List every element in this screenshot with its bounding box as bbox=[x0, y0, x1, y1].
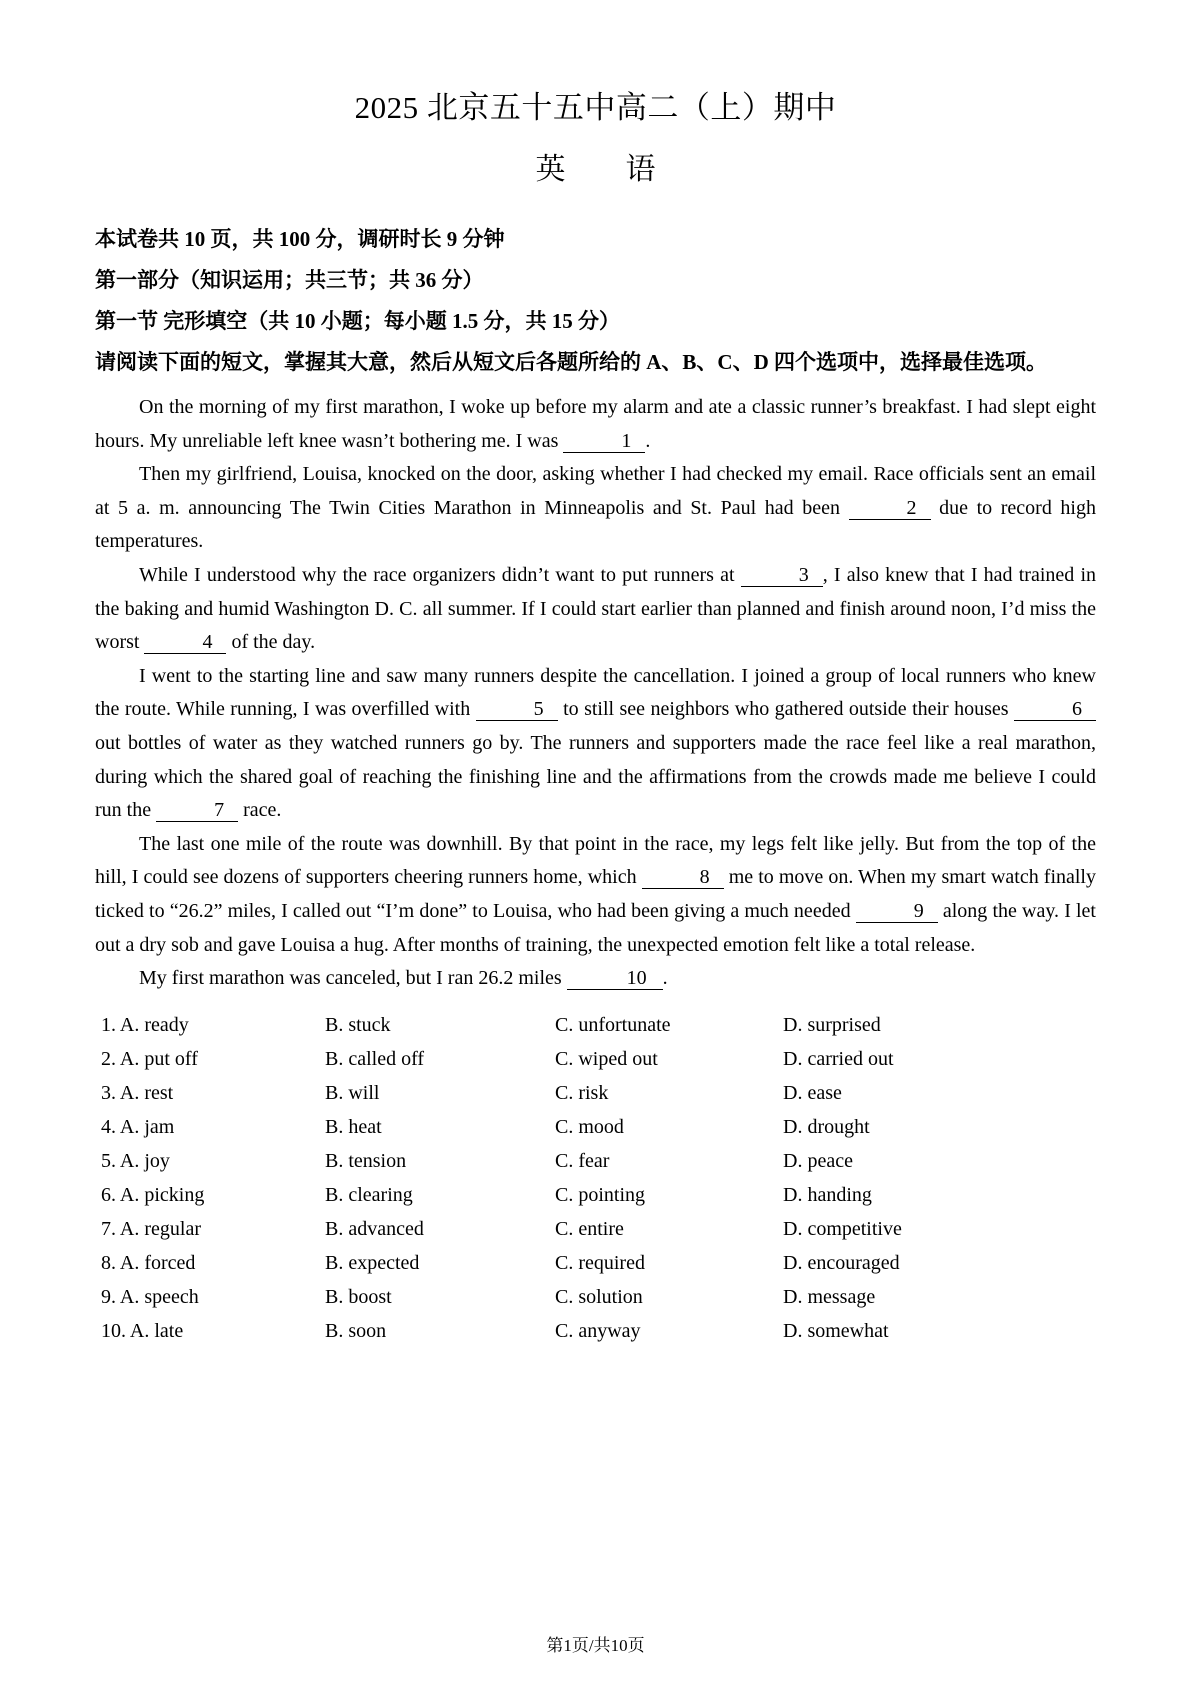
option-choice-b[interactable]: B. boost bbox=[325, 1285, 392, 1308]
part-one-line: 第一部分（知识运用；共三节；共 36 分） bbox=[95, 268, 484, 293]
option-choice-d[interactable]: D. peace bbox=[783, 1149, 853, 1172]
option-choice-a[interactable]: 8. bbox=[101, 1251, 116, 1274]
option-choice-a-label: A. forced bbox=[119, 1251, 196, 1274]
option-choice-c[interactable]: C. required bbox=[555, 1251, 645, 1274]
option-choice-d[interactable]: D. competitive bbox=[783, 1217, 902, 1240]
option-choice-b[interactable]: B. advanced bbox=[325, 1217, 424, 1240]
paragraph-4-text-c: out bottles of water as they watched runners go by. The runners and supporters made the race feel like a real marathon, during which the shared goal of reaching the finishing line and the affirmations from the crowds made me believe I could run the bbox=[95, 731, 1096, 822]
passage-paragraph-5 bbox=[95, 828, 1096, 962]
option-choice-b[interactable]: B. expected bbox=[325, 1251, 420, 1274]
option-choice-a[interactable]: 1. bbox=[101, 1013, 116, 1036]
option-choice-a[interactable]: 9. bbox=[101, 1285, 116, 1308]
blank-5[interactable]: 5 bbox=[476, 698, 558, 721]
option-choice-c[interactable]: C. unfortunate bbox=[555, 1013, 671, 1036]
option-choice-d[interactable]: D. message bbox=[783, 1285, 876, 1308]
option-choice-d[interactable]: D. somewhat bbox=[783, 1319, 889, 1342]
option-choice-a[interactable]: 3. bbox=[101, 1081, 116, 1104]
option-cell-a[interactable] bbox=[101, 1110, 174, 1144]
option-choice-b[interactable]: B. soon bbox=[325, 1319, 387, 1342]
option-choice-a[interactable]: 7. bbox=[101, 1217, 116, 1240]
option-choice-a-label: A. put off bbox=[119, 1047, 198, 1070]
option-cell-a[interactable] bbox=[101, 1246, 195, 1280]
paragraph-3-text-b: , I also knew that I had trained in the baking and humid Washington D. C. all summer. If I could start earlier than planned and finish around noon, I’d miss the worst bbox=[95, 564, 1096, 654]
option-choice-a-label: A. speech bbox=[119, 1285, 199, 1308]
paragraph-1-text-b: . bbox=[645, 429, 651, 452]
option-choice-a[interactable]: 4. bbox=[101, 1115, 116, 1138]
option-choice-c[interactable]: C. mood bbox=[555, 1115, 624, 1138]
option-choice-b[interactable]: B. will bbox=[325, 1081, 380, 1104]
option-choice-d[interactable]: D. ease bbox=[783, 1081, 842, 1104]
blank-6[interactable]: 6 bbox=[1014, 698, 1096, 721]
option-choice-a-label: A. ready bbox=[119, 1013, 189, 1036]
blank-7[interactable]: 7 bbox=[156, 799, 238, 822]
option-choice-b[interactable]: B. called off bbox=[325, 1047, 425, 1070]
option-choice-a-label: A. jam bbox=[119, 1115, 175, 1138]
cloze-passage bbox=[95, 383, 1096, 996]
instructions-block bbox=[95, 189, 1096, 383]
option-choice-a[interactable]: 2. bbox=[101, 1047, 116, 1070]
option-choice-b[interactable]: B. heat bbox=[325, 1115, 382, 1138]
section-one-line: 第一节 完形填空（共 10 小题；每小题 1.5 分，共 15 分） bbox=[95, 309, 620, 334]
blank-8[interactable]: 8 bbox=[642, 866, 724, 889]
subject-title: 英 语 bbox=[535, 153, 656, 187]
option-choice-a-label: A. picking bbox=[119, 1183, 205, 1206]
option-row bbox=[95, 1178, 1096, 1212]
option-row bbox=[95, 1246, 1096, 1280]
option-choice-a-label: A. late bbox=[129, 1319, 184, 1342]
paragraph-4-text-b: to still see neighbors who gathered outside their houses bbox=[557, 698, 1014, 721]
option-row bbox=[95, 1314, 1096, 1348]
passage-paragraph-3 bbox=[95, 559, 1096, 660]
direction-line: 请阅读下面的短文，掌握其大意，然后从短文后各题所给的 A、B、C、D 四个选项中，选择最佳选项。 bbox=[95, 350, 1047, 375]
option-cell-a[interactable] bbox=[101, 1008, 189, 1042]
option-choice-b[interactable]: B. tension bbox=[325, 1149, 407, 1172]
option-cell-a[interactable] bbox=[101, 1314, 183, 1348]
option-cell-a[interactable] bbox=[101, 1178, 204, 1212]
option-choice-d[interactable]: D. drought bbox=[783, 1115, 870, 1138]
option-choice-d[interactable]: D. encouraged bbox=[783, 1251, 900, 1274]
blank-3[interactable]: 3 bbox=[741, 564, 823, 587]
option-choice-c[interactable]: C. anyway bbox=[555, 1319, 641, 1342]
paragraph-5-text-c: along the way. I let out a dry sob and gave Louisa a hug. After months of training, the unexpected emotion felt like a total release. bbox=[95, 899, 1096, 956]
paragraph-4-text-d: race. bbox=[238, 799, 282, 822]
option-row bbox=[95, 1212, 1096, 1246]
paragraph-5-text-b: me to move on. When my smart watch finally ticked to “26.2” miles, I called out “I’m done” to Louisa, who had been giving a much needed bbox=[95, 866, 1096, 922]
option-row bbox=[95, 1110, 1096, 1144]
passage-paragraph-1 bbox=[95, 391, 1096, 458]
option-choice-a-label: A. rest bbox=[119, 1081, 174, 1104]
option-cell-a[interactable] bbox=[101, 1076, 173, 1110]
option-choice-c[interactable]: C. pointing bbox=[555, 1183, 646, 1206]
passage-paragraph-6 bbox=[95, 962, 1096, 996]
paragraph-5-text-a: The last one mile of the route was downhill. By that point in the race, my legs felt like jelly. But from the top of the hill, I could see dozens of supporters cheering runners home, which bbox=[95, 832, 1096, 889]
blank-2[interactable]: 2 bbox=[849, 497, 931, 520]
options-list bbox=[95, 996, 1096, 1348]
blank-4[interactable]: 4 bbox=[144, 631, 226, 654]
option-choice-d[interactable]: D. handing bbox=[783, 1183, 872, 1206]
blank-1[interactable]: 1 bbox=[563, 430, 645, 453]
paragraph-4-text-a: I went to the starting line and saw many runners despite the cancellation. I joined a group of local runners who knew the route. While running, I was overfilled with bbox=[95, 664, 1096, 721]
exam-info-line: 本试卷共 10 页，共 100 分，调研时长 9 分钟 bbox=[95, 227, 505, 252]
page-title: 2025 北京五十五中高二（上）期中 bbox=[354, 90, 837, 125]
paragraph-2-text-a: Then my girlfriend, Louisa, knocked on the door, asking whether I had checked my email. Race officials sent an email at 5 a. m. announcing The Twin Cities Marathon in Minneapolis and St. Paul had been bbox=[95, 463, 1096, 519]
option-cell-a[interactable] bbox=[101, 1280, 199, 1314]
paragraph-3-text-a: While I understood why the race organizers didn’t want to put runners at bbox=[139, 564, 741, 587]
option-choice-a[interactable]: 10. bbox=[101, 1319, 126, 1342]
option-choice-c[interactable]: C. fear bbox=[555, 1149, 610, 1172]
option-cell-a[interactable] bbox=[101, 1042, 198, 1076]
option-choice-c[interactable]: C. wiped out bbox=[555, 1047, 658, 1070]
option-choice-c[interactable]: C. risk bbox=[555, 1081, 609, 1104]
option-row bbox=[95, 1280, 1096, 1314]
option-choice-b[interactable]: B. clearing bbox=[325, 1183, 413, 1206]
page-footer: 第1页/共10页 bbox=[546, 1635, 645, 1655]
blank-10[interactable]: 10 bbox=[567, 967, 663, 990]
option-row bbox=[95, 1042, 1096, 1076]
option-choice-c[interactable]: C. solution bbox=[555, 1285, 643, 1308]
option-row bbox=[95, 1008, 1096, 1042]
option-choice-d[interactable]: D. surprised bbox=[783, 1013, 881, 1036]
option-choice-a-label: A. regular bbox=[119, 1217, 201, 1240]
option-choice-a[interactable]: 6. bbox=[101, 1183, 116, 1206]
option-choice-d[interactable]: D. carried out bbox=[783, 1047, 894, 1070]
passage-paragraph-2 bbox=[95, 458, 1096, 559]
option-choice-c[interactable]: C. entire bbox=[555, 1217, 624, 1240]
paragraph-6-text-a: My first marathon was canceled, but I ran 26.2 miles bbox=[139, 967, 567, 990]
paragraph-1-text-a: On the morning of my first marathon, I woke up before my alarm and ate a classic runner’s breakfast. I had slept eight hours. My unreliable left knee wasn’t bothering me. I was bbox=[95, 396, 1096, 452]
option-choice-a-label: A. joy bbox=[119, 1149, 170, 1172]
passage-paragraph-4 bbox=[95, 660, 1096, 828]
option-row bbox=[95, 1144, 1096, 1178]
option-cell-a[interactable] bbox=[101, 1212, 201, 1246]
option-row bbox=[95, 1076, 1096, 1110]
paragraph-3-text-c: of the day. bbox=[226, 631, 316, 654]
blank-9[interactable]: 9 bbox=[856, 900, 938, 923]
option-choice-a[interactable]: 5. bbox=[101, 1149, 116, 1172]
paragraph-2-text-b: due to record high temperatures. bbox=[95, 496, 1096, 553]
option-cell-a[interactable] bbox=[101, 1144, 170, 1178]
option-choice-b[interactable]: B. stuck bbox=[325, 1013, 391, 1036]
paragraph-6-text-b: . bbox=[662, 967, 668, 990]
